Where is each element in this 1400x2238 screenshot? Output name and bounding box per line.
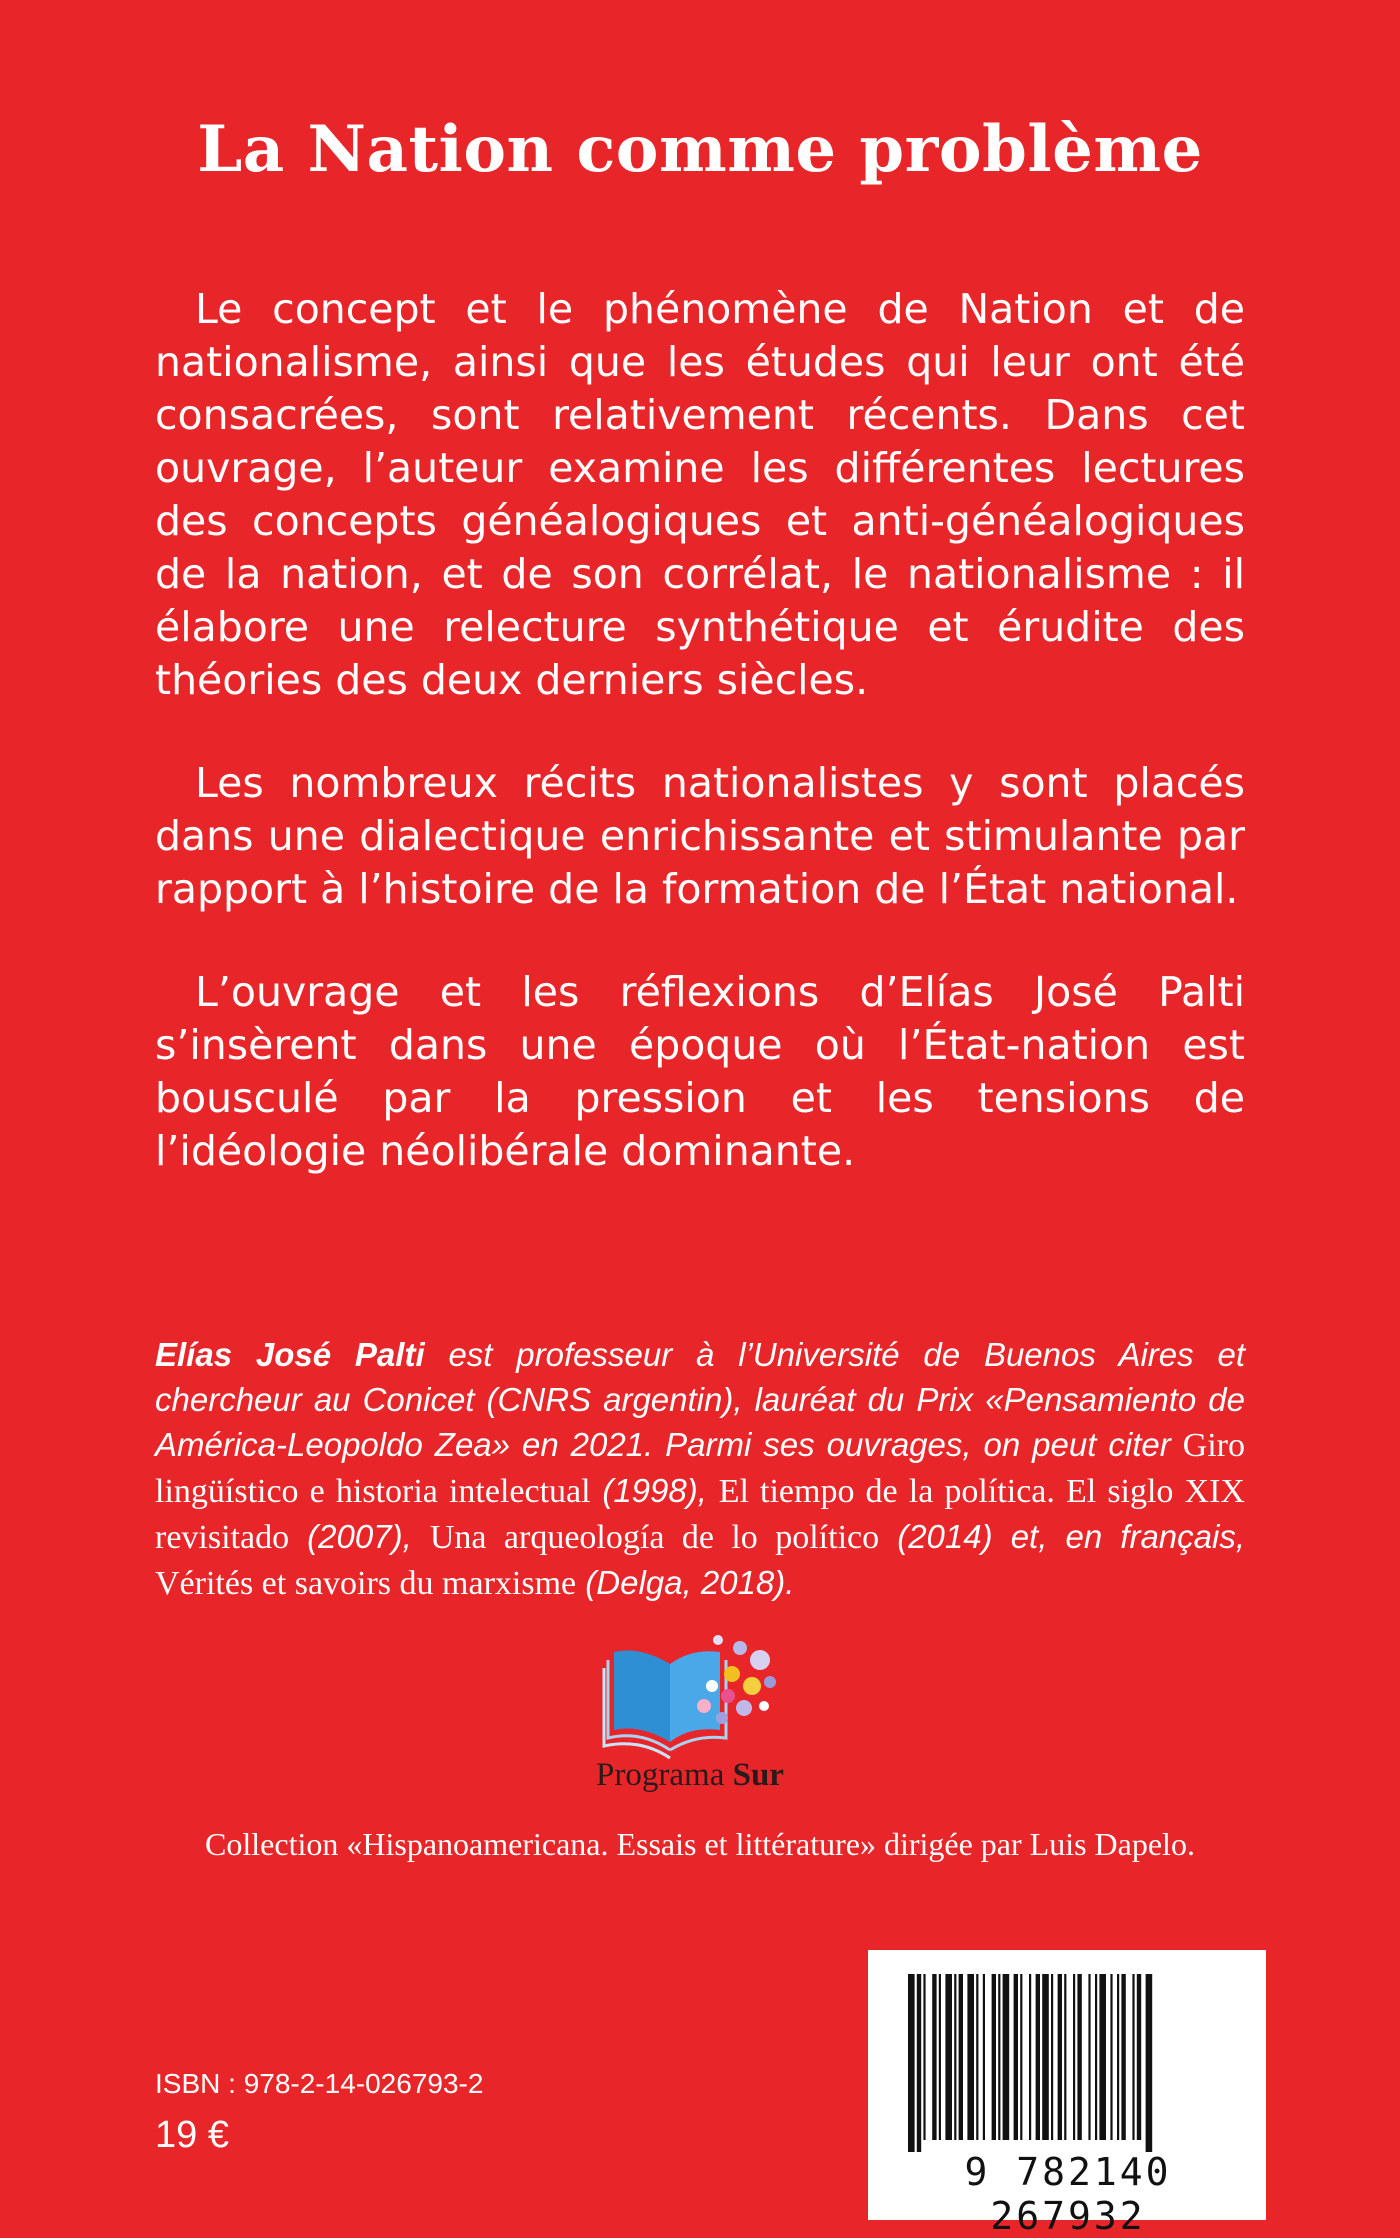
bio-text-2: (1998), xyxy=(590,1472,719,1509)
summary-paragraph-2: Les nombreux récits nationalistes y sont placés dans une dialectique enrichissante et stimulante par rapport à l’histoire de la formation de l’État national. xyxy=(155,759,1245,913)
bio-text-1: est professeur à l’Université de Buenos Aires et chercheur au Conicet (CNRS argentin), lauréat du Prix «Pensamiento de América-Leopoldo Zea» en 2021. Parmi ses ouvrages, on peut citer xyxy=(155,1336,1245,1463)
isbn: ISBN : 978-2-14-026793-2 xyxy=(155,2068,484,2099)
book-title: La Nation comme problème xyxy=(197,112,1203,187)
price: 19 € xyxy=(155,2114,229,2156)
book-title-4: Vérités et savoirs du marxisme xyxy=(155,1565,577,1602)
author-name: Elías José Palti xyxy=(155,1336,425,1373)
barcode-digits: 9 782140 267932 xyxy=(964,2150,1172,2238)
publisher-name: Programa Sur xyxy=(596,1757,784,1793)
book-title-2: El tiempo de la política. El siglo XIX revisitado xyxy=(155,1473,1245,1556)
barcode xyxy=(868,1950,1266,2238)
bio-text-5: (Delga, 2018). xyxy=(576,1564,795,1601)
summary-paragraph-3: L’ouvrage et les réflexions d’Elías José Palti s’insèrent dans une époque où l’État-nation est bousculé par la pression et les tensions de l’idéologie néolibérale dominante. xyxy=(155,968,1245,1175)
book-title-3: Una arqueología de lo político xyxy=(429,1519,880,1556)
author-biography xyxy=(155,1332,1245,1606)
summary-paragraph-1: Le concept et le phénomène de Nation et de nationalisme, ainsi que les études qui leur ont été consacrées, sont relativement récents. Dans cet ouvrage, l’auteur examine les différentes lectures des concepts généalogiques et anti-généalogiques de la nation, et de son corrélat, le nationalisme : il élabore une relecture synthétique et érudite des théories des deux derniers siècles. xyxy=(155,285,1245,704)
bio-text-3: (2007), xyxy=(289,1518,430,1555)
book-title-1: Giro lingüístico e historia intelectual xyxy=(155,1427,1245,1510)
collection-info: Collection «Hispanoamericana. Essais et littérature» dirigée par Luis Dapelo. xyxy=(205,1826,1195,1862)
bio-text-4: (2014) et, en français, xyxy=(879,1518,1245,1555)
